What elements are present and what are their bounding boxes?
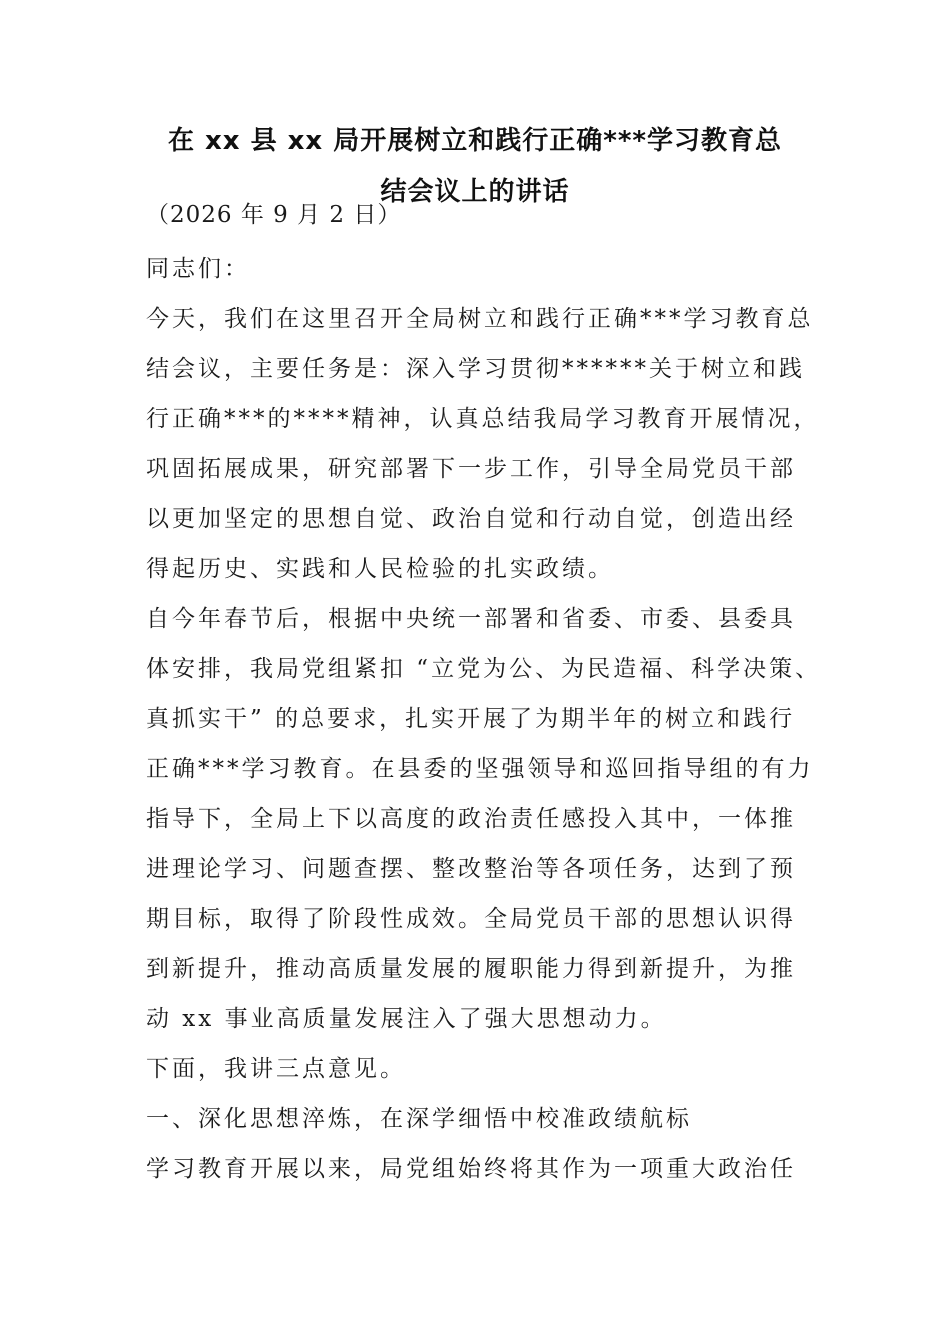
body-line: 巩固拓展成果，研究部署下一步工作，引导全局党员干部 [146, 456, 796, 482]
body-line: 自今年春节后，根据中央统一部署和省委、市委、县委具 [146, 606, 796, 632]
body-line: 今天，我们在这里召开全局树立和践行正确***学习教育总 [146, 306, 814, 332]
body-line: 进理论学习、问题查摆、整改整治等各项任务，达到了预 [146, 856, 796, 882]
body-line: 得起历史、实践和人民检验的扎实政绩。 [146, 556, 614, 582]
body-line: 以更加坚定的思想自觉、政治自觉和行动自觉，创造出经 [146, 506, 796, 532]
body-line: 动 xx 事业高质量发展注入了强大思想动力。 [146, 1006, 667, 1032]
document-title-line-2: 结会议上的讲话 [380, 177, 570, 207]
body-line: 体安排，我局党组紧扣 “立党为公、为民造福、科学决策、 [146, 656, 822, 682]
body-line: 期目标，取得了阶段性成效。全局党员干部的思想认识得 [146, 906, 796, 932]
body-line: 行正确***的****精神，认真总结我局学习教育开展情况， [146, 406, 820, 432]
document-body [146, 198, 846, 1194]
section-heading: 一、深化思想淬炼，在深学细悟中校准政绩航标 [146, 1106, 692, 1132]
body-line: 结会议，主要任务是：深入学习贯彻******关于树立和践 [146, 356, 805, 382]
body-line: 真抓实干” 的总要求，扎实开展了为期半年的树立和践行 [146, 706, 796, 732]
body-line: 正确***学习教育。在县委的坚强领导和巡回指导组的有力 [146, 756, 814, 782]
body-line: 学习教育开展以来，局党组始终将其作为一项重大政治任 [146, 1156, 796, 1182]
body-line: 下面，我讲三点意见。 [146, 1056, 406, 1082]
body-line: 到新提升，推动高质量发展的履职能力得到新提升，为推 [146, 956, 796, 982]
body-line: 指导下，全局上下以高度的政治责任感投入其中，一体推 [146, 806, 796, 832]
document-title-line-1: 在 xx 县 xx 局开展树立和践行正确***学习教育总 [167, 126, 783, 156]
document-date: （2026 年 9 月 2 日） [146, 202, 402, 228]
greeting: 同志们： [146, 256, 250, 282]
